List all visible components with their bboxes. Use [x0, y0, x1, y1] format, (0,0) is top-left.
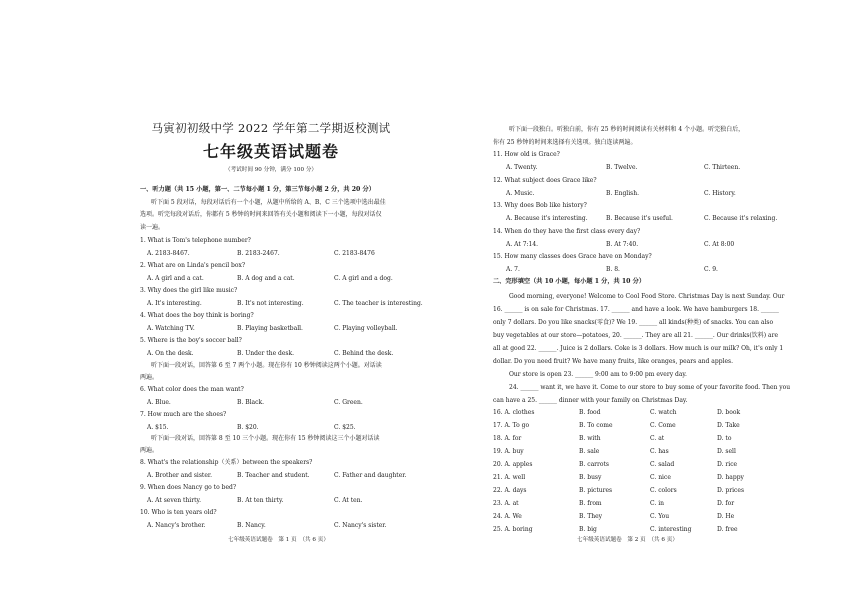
cloze-option: C. interesting — [650, 526, 692, 533]
answer-option: C. Because it's relaxing. — [704, 215, 778, 222]
answer-option: A. Brother and sister. — [147, 471, 212, 479]
left-page — [140, 0, 423, 608]
intro-11-15-line: 听下面一段独白。听独白前，你有 25 秒的时间阅读有关材料和 4 个小题。听完独白后， — [509, 126, 745, 133]
passage-line: buy vegetables at our store—potatoes, 20. ______. They are all 21. ______. Our drinks(饮料) are — [493, 332, 779, 339]
question-text: 11. How old is Grace? — [493, 151, 560, 158]
cloze-question-option: 19. A. buy — [493, 448, 524, 455]
answer-option: A. Music. — [506, 189, 535, 197]
answer-option: C. A girl and a dog. — [334, 274, 393, 282]
cloze-question-option: 25. A. boring — [493, 526, 533, 533]
answer-option: A. At 7:14. — [506, 240, 539, 248]
question-text: 1. What is Tom's telephone number? — [140, 237, 251, 244]
answer-option: C. 9. — [704, 266, 718, 273]
passage-line: can have a 25. ______ dinner with your family on Christmas Day. — [493, 397, 688, 404]
cloze-option: D. He — [717, 513, 735, 520]
answer-option: C. Nancy's sister. — [334, 521, 387, 529]
answer-option: A. 7. — [506, 266, 520, 273]
question-text: 8. What's the relationship（关系）between the speakers? — [140, 459, 313, 466]
answer-option: B. $20. — [237, 423, 259, 431]
cloze-question-option: 18. A. for — [493, 435, 522, 442]
cloze-option: B. from — [579, 500, 602, 507]
answer-option: B. Playing basketball. — [237, 324, 303, 332]
answer-option: A. $15. — [147, 423, 169, 431]
intro-6-7-line: 两遍。 — [140, 374, 159, 381]
answer-option: B. Teacher and student. — [237, 471, 310, 479]
cloze-option: D. prices — [717, 487, 745, 494]
answer-option: A. At seven thirty. — [147, 496, 202, 504]
question-text: 10. Who is ten years old? — [140, 509, 217, 516]
cloze-question-option: 22. A. days — [493, 487, 527, 494]
passage-line: 24. ______ want it, we have it. Come to our store to buy some of your favorite food. Then you — [509, 384, 791, 391]
answer-option: A. Twenty. — [506, 164, 538, 171]
cloze-option: D. book — [717, 409, 741, 416]
paper-title: 七年级英语试题卷 — [202, 142, 339, 161]
answer-option: C. Behind the desk. — [334, 349, 394, 357]
cloze-option: C. at — [650, 435, 665, 442]
cloze-option: C. salad — [650, 461, 675, 468]
passage-line: dollar. Do you need fruit? We have many fruits, like oranges, pears and apples. — [493, 358, 734, 365]
cloze-option: C. colors — [650, 487, 677, 494]
intro-8-10-line: 听下面一段对话，回答第 8 至 10 三个小题。现在你有 15 秒钟阅读这三个小题对话读 — [151, 435, 380, 442]
cloze-option: D. sell — [717, 448, 736, 455]
answer-option: C. 2183-8476 — [334, 249, 375, 257]
answer-option: A. On the desk. — [147, 349, 194, 357]
question-text: 15. How many classes does Grace have on Monday? — [493, 253, 652, 260]
answer-option: B. At ten thirty. — [237, 496, 284, 504]
passage-line: 16. ______ is on sale for Christmas. 17. ______ and have a look. We have hamburgers 18. ______ — [493, 306, 779, 313]
cloze-option: C. has — [650, 448, 669, 455]
answer-option: B. Under the desk. — [237, 349, 295, 357]
cloze-option: C. nice — [650, 474, 671, 481]
question-text: 2. What are on Linda's pencil box? — [140, 262, 246, 269]
cloze-question-option: 21. A. well — [493, 474, 526, 481]
page-footer: 七年级英语试题卷 第 2 页 （共 6 页） — [577, 537, 678, 543]
answer-option: C. Playing volleyball. — [334, 324, 398, 332]
passage-line: only 7 dollars. Do you like snacks(零食)? We 19. ______ all kinds(种类) of snacks. You can also — [493, 319, 774, 326]
cloze-option: D. rice — [717, 461, 738, 468]
cloze-option: B. carrots — [579, 461, 609, 468]
cloze-option: B. sale — [579, 448, 600, 455]
section1-intro-line: 选项。听完每段对话后，你都有 5 秒钟的时间来回答有关小题和阅读下一小题，每段对话仅 — [140, 211, 382, 219]
answer-option: A. Nancy's brother. — [147, 521, 206, 529]
passage-line: Our store is open 23. ______ 9:00 am to 9:00 pm every day. — [509, 371, 687, 378]
cloze-option: C. watch — [650, 409, 677, 416]
answer-option: B. 8. — [606, 266, 620, 273]
answer-option: B. At 7:40. — [606, 240, 639, 248]
cloze-question-option: 23. A. at — [493, 500, 519, 507]
question-text: 9. When does Nancy go to bed? — [140, 484, 237, 491]
question-text: 14. When do they have the first class every day? — [493, 227, 641, 235]
cloze-option: B. busy — [579, 474, 602, 481]
answer-option: C. History. — [704, 189, 736, 197]
answer-option: B. English. — [606, 189, 639, 197]
section1-intro-line: 听下面 5 段对话，每段对话后有一个小题，从题中所给的 A、B、C 三个选项中选出最佳 — [151, 199, 386, 206]
cloze-option: B. with — [579, 435, 601, 442]
answer-option: C. The teacher is interesting. — [334, 299, 423, 307]
cloze-option: D. to — [717, 435, 732, 442]
cloze-option: D. happy — [717, 474, 744, 481]
question-text: 5. Where is the boy's soccer ball? — [140, 337, 242, 344]
answer-option: B. Black. — [237, 398, 265, 406]
answer-option: C. Thirteen. — [704, 164, 741, 171]
answer-option: C. Father and daughter. — [334, 471, 407, 479]
cloze-question-option: 20. A. apples — [493, 461, 533, 468]
cloze-option: C. You — [650, 513, 670, 520]
page-footer: 七年级英语试题卷 第 1 页 （共 6 页） — [228, 537, 329, 543]
cloze-question-option: 17. A. To go — [493, 422, 530, 429]
passage-line: all at good 22. ______. Juice is 2 dollars. Coke is 3 dollars. How much is our milk? Oh, it's only 1 — [493, 345, 784, 352]
answer-option: B. 2183-2467. — [237, 249, 280, 257]
answer-option: C. Green. — [334, 398, 363, 406]
answer-option: B. A dog and a cat. — [237, 274, 295, 282]
answer-option: A. 2183-8467. — [147, 249, 190, 257]
question-text: 3. Why does the girl like music? — [140, 287, 238, 294]
cloze-option: B. To come — [579, 422, 613, 429]
cloze-option: D. Take — [717, 422, 740, 429]
exam-note: （考试时间 90 分钟，满分 100 分） — [224, 167, 318, 173]
cloze-option: D. for — [717, 500, 735, 507]
cloze-option: B. pictures — [579, 487, 613, 494]
question-text: 7. How much are the shoes? — [140, 411, 227, 418]
question-text: 12. What subject does Grace like? — [493, 176, 597, 184]
right-page — [493, 0, 791, 608]
cloze-option: B. big — [579, 526, 597, 533]
cloze-option: C. Come — [650, 422, 676, 429]
answer-option: B. Nancy. — [237, 521, 266, 529]
intro-11-15-line: 你有 25 秒钟的时间来选择有关选项。独白连读两遍。 — [493, 139, 637, 146]
answer-option: B. Twelve. — [606, 164, 638, 171]
cloze-option: C. in — [650, 500, 664, 507]
section1-intro-line: 读一遍。 — [140, 223, 165, 231]
cloze-option: D. free — [717, 526, 738, 533]
school-title: 马寅初初级中学 2022 学年第二学期返校测试 — [151, 121, 391, 135]
cloze-question-option: 24. A. We — [493, 513, 522, 520]
cloze-option: B. They — [579, 513, 603, 520]
section1-heading: 一、听力题（共 15 小题，第一、二节每小题 1 分，第三节每小题 2 分，共 20 分） — [140, 186, 375, 193]
question-text: 13. Why does Bob like history? — [493, 202, 587, 209]
answer-option: A. Watching TV. — [147, 324, 195, 332]
question-text: 4. What does the boy think is boring? — [140, 312, 254, 319]
passage-line: Good morning, everyone! Welcome to Cool Food Store. Christmas Day is next Sunday. Our — [509, 293, 785, 300]
question-text: 6. What color does the man want? — [140, 386, 244, 393]
answer-option: C. $25. — [334, 423, 356, 431]
answer-option: C. At 8:00 — [704, 240, 735, 248]
answer-option: A. Blue. — [147, 398, 171, 406]
cloze-option: B. food — [579, 409, 601, 416]
answer-option: A. Because it's interesting. — [506, 215, 588, 222]
answer-option: A. A girl and a cat. — [147, 274, 204, 282]
answer-option: B. It's not interesting. — [237, 299, 304, 307]
section2-heading: 二、完形填空（共 10 小题，每小题 1 分，共 10 分） — [493, 278, 646, 285]
intro-6-7-line: 听下面一段对话，回答第 6 至 7 两个小题。现在你有 10 秒钟阅读这两个小题。对话读 — [151, 362, 382, 369]
answer-option: C. At ten. — [334, 496, 363, 504]
intro-8-10-line: 两遍。 — [140, 447, 159, 454]
answer-option: A. It's interesting. — [147, 299, 202, 307]
cloze-question-option: 16. A. clothes — [493, 409, 535, 416]
answer-option: B. Because it's useful. — [606, 215, 673, 222]
